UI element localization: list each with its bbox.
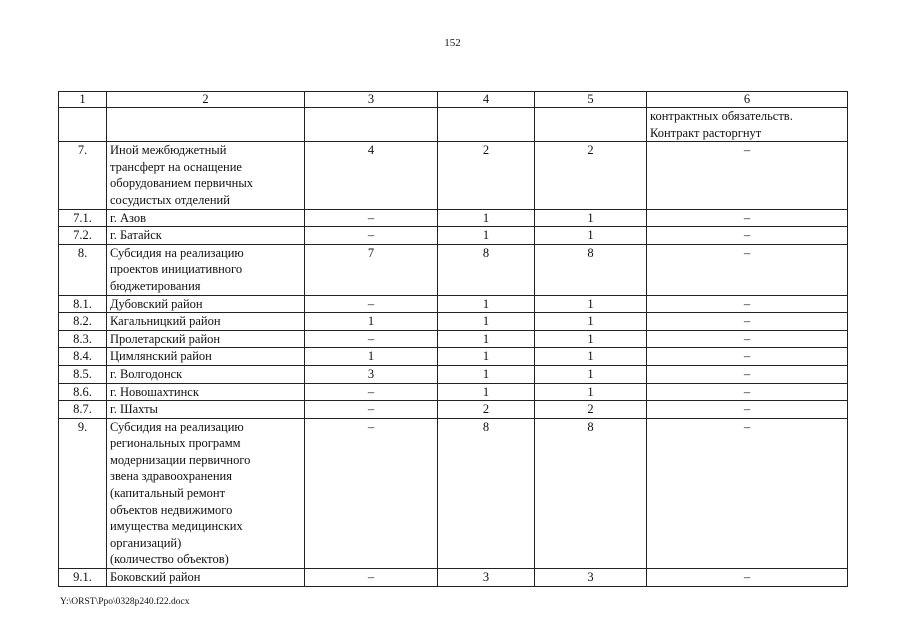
row-col-6: – (647, 209, 848, 227)
row-name: Субсидия на реализацию региональных программ модернизации первичного звена здравоохранения (капитальный ремонт объектов недвижимого имущества медицинских организаций) (количество объектов) (107, 418, 305, 568)
header-col-2: 2 (107, 92, 305, 108)
row-number: 8.5. (59, 365, 107, 383)
row-col-4: 2 (438, 142, 535, 209)
table-row (59, 142, 848, 209)
row-number: 9. (59, 418, 107, 568)
row-col-3: – (305, 383, 438, 401)
row-number: 7.1. (59, 209, 107, 227)
row-col-3: – (305, 295, 438, 313)
row-col-6: – (647, 569, 848, 587)
row-col-5: 1 (535, 330, 647, 348)
row-col-4: 8 (438, 418, 535, 568)
row-col-6: – (647, 348, 848, 366)
table-row (59, 383, 848, 401)
row-name: Иной межбюджетный трансферт на оснащение оборудованием первичных сосудистых отделений (107, 142, 305, 209)
header-col-4: 4 (438, 92, 535, 108)
row-col-4: 1 (438, 313, 535, 331)
row-col-5: 1 (535, 209, 647, 227)
row-col-5: 1 (535, 227, 647, 245)
table-row (59, 348, 848, 366)
row-name: Боковский район (107, 569, 305, 587)
row-col-5: 1 (535, 365, 647, 383)
row-col-6: – (647, 244, 848, 295)
table-row (59, 313, 848, 331)
row-col-6: – (647, 295, 848, 313)
row-col-6: – (647, 365, 848, 383)
table-row (59, 365, 848, 383)
row-col-3: – (305, 401, 438, 419)
row-number: 8.4. (59, 348, 107, 366)
row-col-6: – (647, 383, 848, 401)
row-col-5: 1 (535, 295, 647, 313)
row-col-4 (438, 108, 535, 142)
row-number: 8. (59, 244, 107, 295)
row-col-5: 8 (535, 418, 647, 568)
row-col-4: 8 (438, 244, 535, 295)
row-col-6: – (647, 313, 848, 331)
row-col-3: 7 (305, 244, 438, 295)
row-number (59, 108, 107, 142)
row-col-5: 1 (535, 383, 647, 401)
row-col-3: 1 (305, 348, 438, 366)
row-col-3: – (305, 209, 438, 227)
row-name: Дубовский район (107, 295, 305, 313)
row-name: Цимлянский район (107, 348, 305, 366)
row-name: Субсидия на реализацию проектов инициативного бюджетирования (107, 244, 305, 295)
row-col-5: 8 (535, 244, 647, 295)
row-col-5: 2 (535, 142, 647, 209)
table-row (59, 418, 848, 568)
row-number: 8.2. (59, 313, 107, 331)
data-table (58, 91, 848, 587)
row-col-4: 1 (438, 348, 535, 366)
table-row (59, 227, 848, 245)
row-col-3: 1 (305, 313, 438, 331)
row-col-4: 1 (438, 365, 535, 383)
row-number: 8.7. (59, 401, 107, 419)
row-col-6: контрактных обязательств. Контракт расторгнут (647, 108, 848, 142)
row-col-3: – (305, 569, 438, 587)
row-col-4: 2 (438, 401, 535, 419)
row-col-5: 3 (535, 569, 647, 587)
file-path-footer: Y:\ORST\Ppo\0328p240.f22.docx (60, 597, 190, 607)
row-col-5: 1 (535, 313, 647, 331)
row-col-4: 3 (438, 569, 535, 587)
table-row (59, 569, 848, 587)
header-col-6: 6 (647, 92, 848, 108)
row-name: г. Азов (107, 209, 305, 227)
row-number: 7. (59, 142, 107, 209)
row-col-6: – (647, 418, 848, 568)
row-number: 7.2. (59, 227, 107, 245)
row-col-5 (535, 108, 647, 142)
row-col-3: – (305, 227, 438, 245)
header-col-3: 3 (305, 92, 438, 108)
row-name: г. Новошахтинск (107, 383, 305, 401)
table-header-row (59, 92, 848, 108)
header-col-5: 5 (535, 92, 647, 108)
row-name: Кагальницкий район (107, 313, 305, 331)
row-col-3: – (305, 418, 438, 568)
row-name: Пролетарский район (107, 330, 305, 348)
row-col-6: – (647, 401, 848, 419)
row-col-4: 1 (438, 330, 535, 348)
row-col-6: – (647, 227, 848, 245)
header-col-1: 1 (59, 92, 107, 108)
row-col-3: 3 (305, 365, 438, 383)
row-number: 9.1. (59, 569, 107, 587)
row-name: г. Волгодонск (107, 365, 305, 383)
table-row (59, 209, 848, 227)
table-row (59, 295, 848, 313)
row-col-4: 1 (438, 383, 535, 401)
row-col-3 (305, 108, 438, 142)
row-col-4: 1 (438, 209, 535, 227)
table-row (59, 330, 848, 348)
page-number: 152 (444, 37, 461, 49)
row-number: 8.3. (59, 330, 107, 348)
row-col-4: 1 (438, 295, 535, 313)
row-number: 8.1. (59, 295, 107, 313)
row-name (107, 108, 305, 142)
row-col-6: – (647, 330, 848, 348)
row-name: г. Шахты (107, 401, 305, 419)
row-col-3: 4 (305, 142, 438, 209)
row-col-3: – (305, 330, 438, 348)
row-number: 8.6. (59, 383, 107, 401)
row-col-5: 2 (535, 401, 647, 419)
row-col-4: 1 (438, 227, 535, 245)
row-col-6: – (647, 142, 848, 209)
row-name: г. Батайск (107, 227, 305, 245)
table-row (59, 244, 848, 295)
table-row (59, 401, 848, 419)
row-col-5: 1 (535, 348, 647, 366)
table-row (59, 108, 848, 142)
